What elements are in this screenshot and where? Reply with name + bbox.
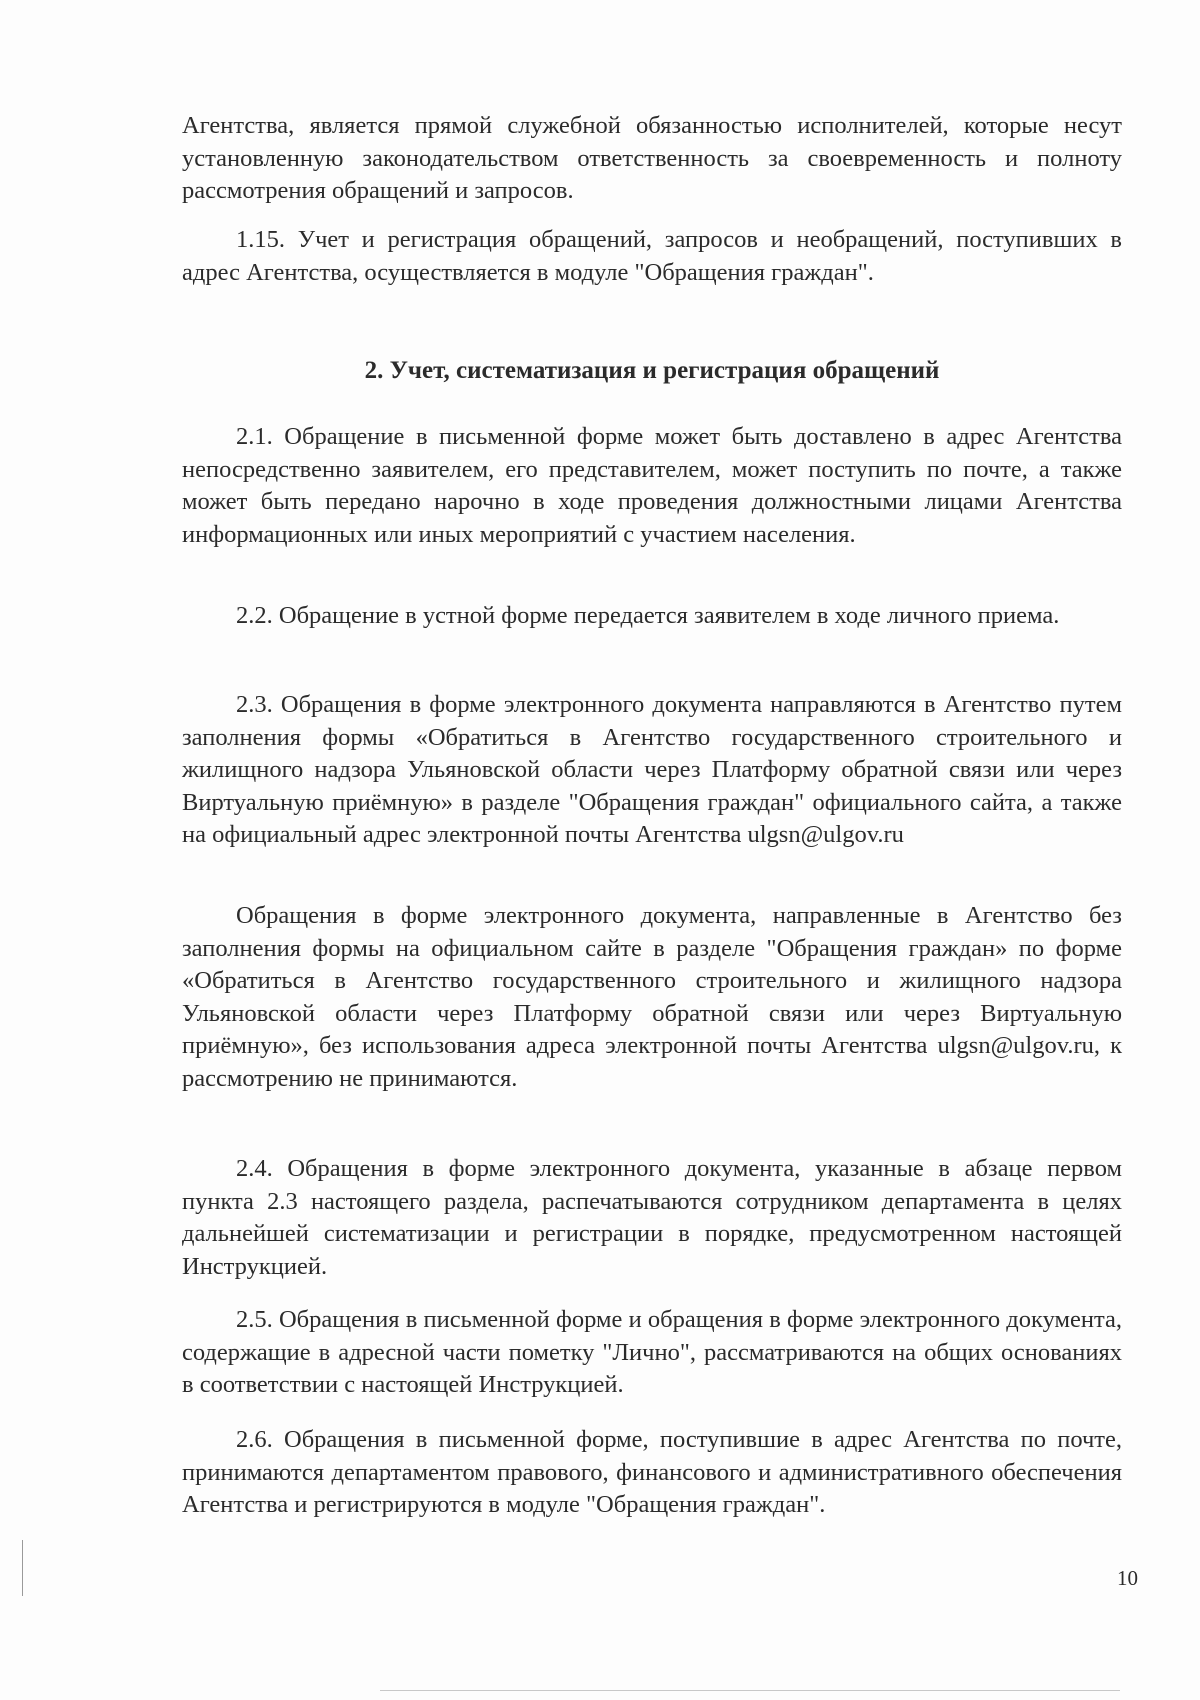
- paragraph-2-6: 2.6. Обращения в письменной форме, поступившие в адрес Агентства по почте, принимаются департаментом правового, финансового и административного обеспечения Агентства и регистрируются в модуле "Обращения граждан".: [182, 1426, 1122, 1518]
- scan-edge-mark: [22, 1540, 23, 1596]
- paragraph-2-5: 2.5. Обращения в письменной форме и обращения в форме электронного документа, содержащие в адресной части пометку "Лично", рассматриваются на общих основаниях в соответствии с настоящей Инструкцией.: [182, 1306, 1122, 1398]
- paragraph-2-2: 2.2. Обращение в устной форме передается заявителем в ходе личного приема.: [236, 602, 1060, 629]
- paragraph-2-1: 2.1. Обращение в письменной форме может быть доставлено в адрес Агентства непосредственно заявителем, его представителем, может поступить по почте, а также может быть передано нарочно в ходе проведения должностными лицами Агентства информационных или иных мероприятий с участием населения.: [182, 423, 1122, 548]
- scan-bottom-line: [380, 1690, 1120, 1691]
- page-number: 10: [1117, 1566, 1138, 1590]
- paragraph-2-4: 2.4. Обращения в форме электронного документа, указанные в абзаце первом пункта 2.3 настоящего раздела, распечатываются сотрудником департамента в целях дальнейшей систематизации и регистрации в порядке, предусмотренном настоящей Инструкцией.: [182, 1155, 1122, 1280]
- paragraph-2-3-note: Обращения в форме электронного документа, направленные в Агентство без заполнения формы на официальном сайте в разделе "Обращения граждан» по форме «Обратиться в Агентство государственного строительного и жилищного надзора Ульяновской области через Платформу обратной связи или через Виртуальную приёмную», без использования адреса электронной почты Агентства ulgsn@ulgov.ru, к рассмотрению не принимаются.: [182, 902, 1122, 1092]
- paragraph-continuation: Агентства, является прямой служебной обязанностью исполнителей, которые несут установленную законодательством ответственность за своевременность и полноту рассмотрения обращений и запросов.: [182, 112, 1122, 204]
- paragraph-2-3: 2.3. Обращения в форме электронного документа направляются в Агентство путем заполнения формы «Обратиться в Агентство государственного строительного и жилищного надзора Ульяновской области через Платформу обратной связи или через Виртуальную приёмную» в разделе "Обращения граждан" официального сайта, а также на официальный адрес электронной почты Агентства ulgsn@ulgov.ru: [182, 691, 1122, 848]
- paragraph-1-15: 1.15. Учет и регистрация обращений, запросов и необращений, поступивших в адрес Агентства, осуществляется в модуле "Обращения граждан".: [182, 226, 1122, 286]
- section-heading: 2. Учет, систематизация и регистрация обращений: [364, 357, 940, 384]
